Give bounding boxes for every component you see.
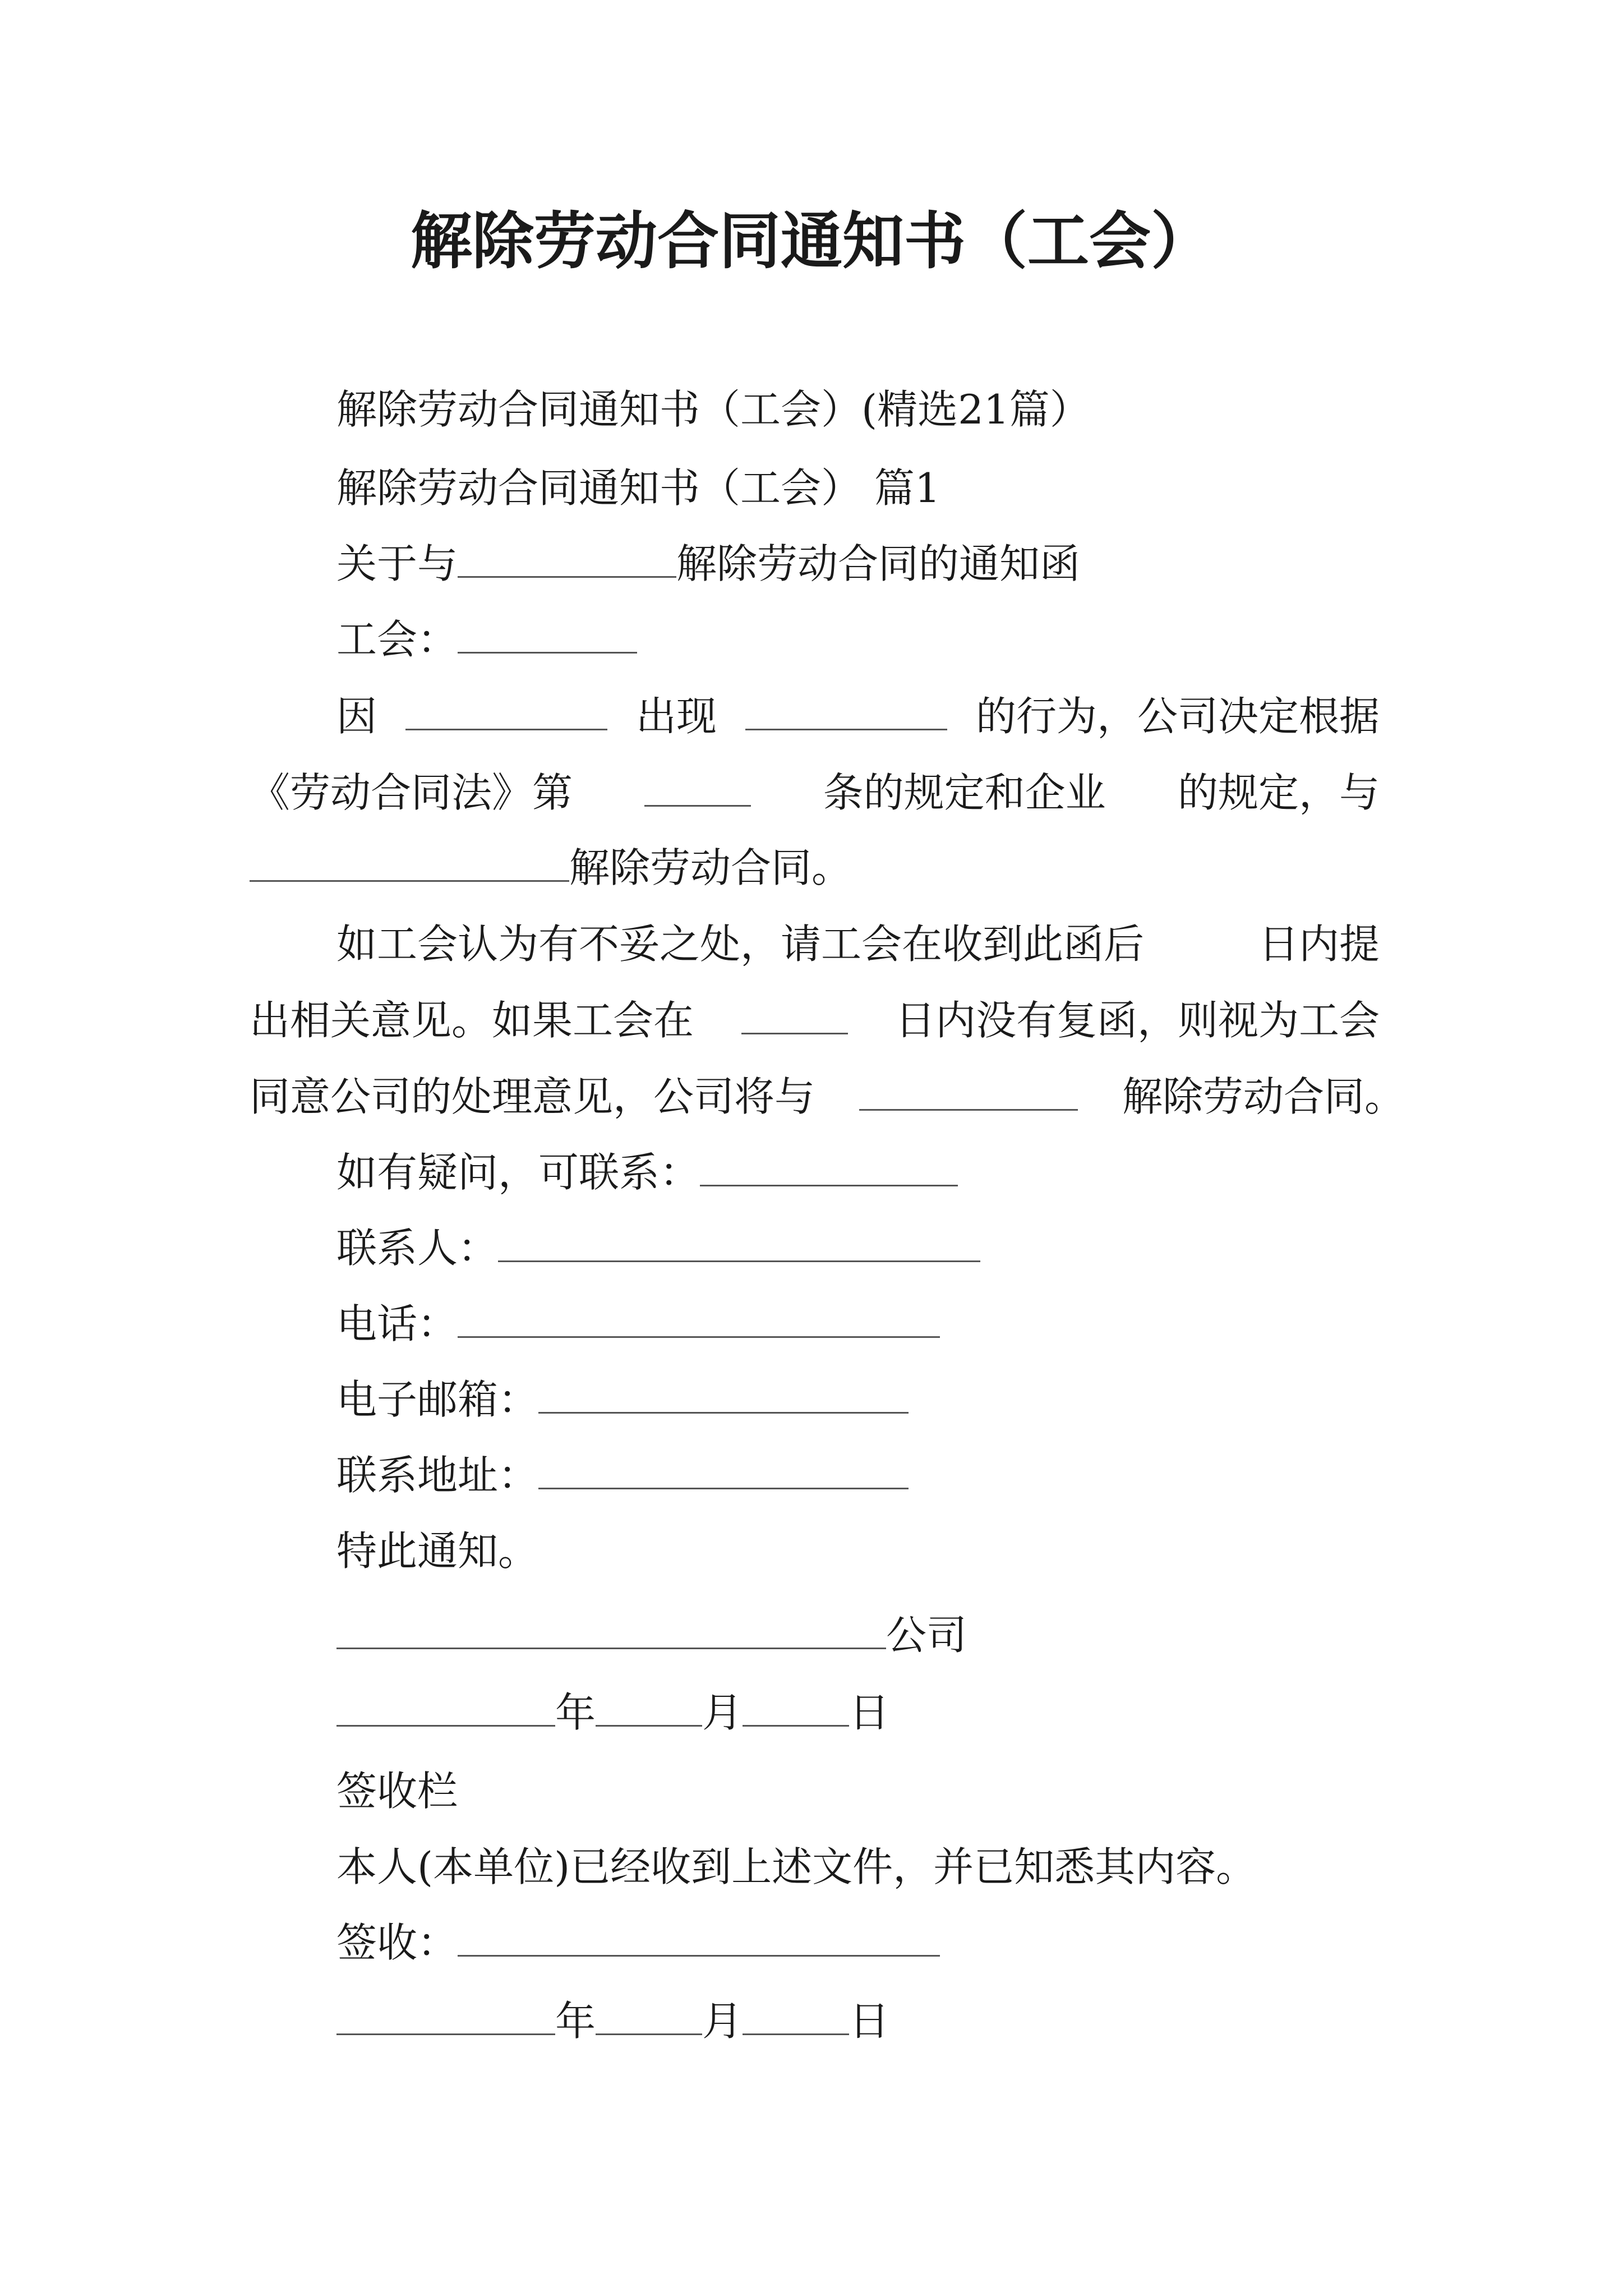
document-title: 解除劳动合同通知书（工会） <box>411 205 1212 277</box>
company-label: 公司 <box>886 1612 967 1659</box>
paragraph-2-line-1 <box>336 916 1380 972</box>
sign-blank <box>458 1918 940 1957</box>
day-label: 日 <box>849 1689 890 1736</box>
union-name-blank <box>458 615 637 654</box>
year-label: 年 <box>555 1689 596 1736</box>
contact-intro-line <box>336 1144 958 1200</box>
heading-prefix: 关于与 <box>336 540 458 587</box>
year-blank <box>336 1688 555 1727</box>
receipt-date-line <box>336 1993 889 2049</box>
article-number-blank <box>644 769 751 807</box>
address-label: 联系地址： <box>336 1452 539 1499</box>
receipt-month-blank <box>596 1997 702 2035</box>
p1-text-g: 解除劳动合同。 <box>569 844 852 891</box>
p1-text-c: 的行为，公司决定根据 <box>975 693 1380 740</box>
phone-line <box>336 1296 940 1352</box>
paragraph-2-line-3 <box>250 1069 1405 1125</box>
month-label: 月 <box>702 1689 743 1736</box>
email-label: 电子邮箱： <box>336 1376 539 1423</box>
behavior-blank <box>745 692 947 730</box>
receipt-day-blank <box>743 1997 849 2035</box>
day-blank <box>743 1688 849 1727</box>
email-blank <box>538 1375 909 1414</box>
contact-person-line <box>336 1220 980 1276</box>
date-line <box>336 1685 889 1741</box>
closing-line: 特此通知。 <box>336 1527 539 1575</box>
p2-text-c: 出相关意见。如果工会在 <box>250 997 694 1044</box>
receipt-title: 签收栏 <box>336 1768 458 1815</box>
days-blank <box>741 996 848 1034</box>
p2-text-b: 日内提 <box>1258 921 1380 968</box>
employee-name-blank-2 <box>859 1073 1078 1111</box>
contact-intro-label: 如有疑问，可联系： <box>336 1149 700 1196</box>
union-label: 工会： <box>336 616 458 663</box>
p1-text-d: 《劳动合同法》第 <box>250 769 573 816</box>
paragraph-1-line-1 <box>336 688 1380 744</box>
p1-text-e: 条的规定和企业 <box>823 769 1106 816</box>
p2-text-d: 日内没有复函，则视为工会 <box>895 997 1380 1044</box>
paragraph-1-line-2 <box>250 765 1380 821</box>
section-heading: 解除劳动合同通知书（工会） 篇1 <box>336 464 940 512</box>
contact-person-label: 联系人： <box>336 1225 499 1272</box>
p2-text-e: 同意公司的处理意见，公司将与 <box>250 1073 815 1120</box>
employee-name-blank <box>458 540 676 578</box>
receipt-month-label: 月 <box>702 1998 743 2045</box>
p1-text-a: 因 <box>336 693 377 740</box>
union-line <box>336 611 637 668</box>
paragraph-1-line-3 <box>250 840 852 896</box>
address-blank <box>538 1451 909 1489</box>
p1-text-f: 的规定，与 <box>1177 769 1380 816</box>
letter-heading <box>336 536 1080 592</box>
subtitle-line: 解除劳动合同通知书（工会）(精选21篇） <box>336 386 1090 433</box>
receipt-year-label: 年 <box>555 1998 596 2045</box>
party-blank <box>250 844 569 882</box>
p1-text-b: 出现 <box>635 693 717 740</box>
sign-line <box>336 1915 940 1971</box>
month-blank <box>596 1688 702 1727</box>
paragraph-2-line-2 <box>250 992 1380 1048</box>
company-line <box>336 1607 967 1663</box>
receipt-year-blank <box>336 1997 555 2035</box>
receipt-text: 本人(本单位)已经收到上述文件，并已知悉其内容。 <box>336 1843 1257 1890</box>
sign-label: 签收： <box>336 1919 458 1966</box>
phone-blank <box>458 1300 940 1338</box>
email-line <box>336 1372 909 1428</box>
address-line <box>336 1447 909 1503</box>
receipt-day-label: 日 <box>849 1998 890 2045</box>
company-name-blank <box>336 1611 886 1649</box>
phone-label: 电话： <box>336 1300 458 1347</box>
contact-person-blank <box>498 1224 980 1262</box>
employee-blank <box>405 692 607 730</box>
heading-suffix: 解除劳动合同的通知函 <box>676 540 1081 587</box>
p2-text-a: 如工会认为有不妥之处，请工会在收到此函后 <box>336 921 1145 968</box>
contact-blank <box>700 1148 958 1186</box>
p2-text-f: 解除劳动合同。 <box>1122 1073 1405 1120</box>
